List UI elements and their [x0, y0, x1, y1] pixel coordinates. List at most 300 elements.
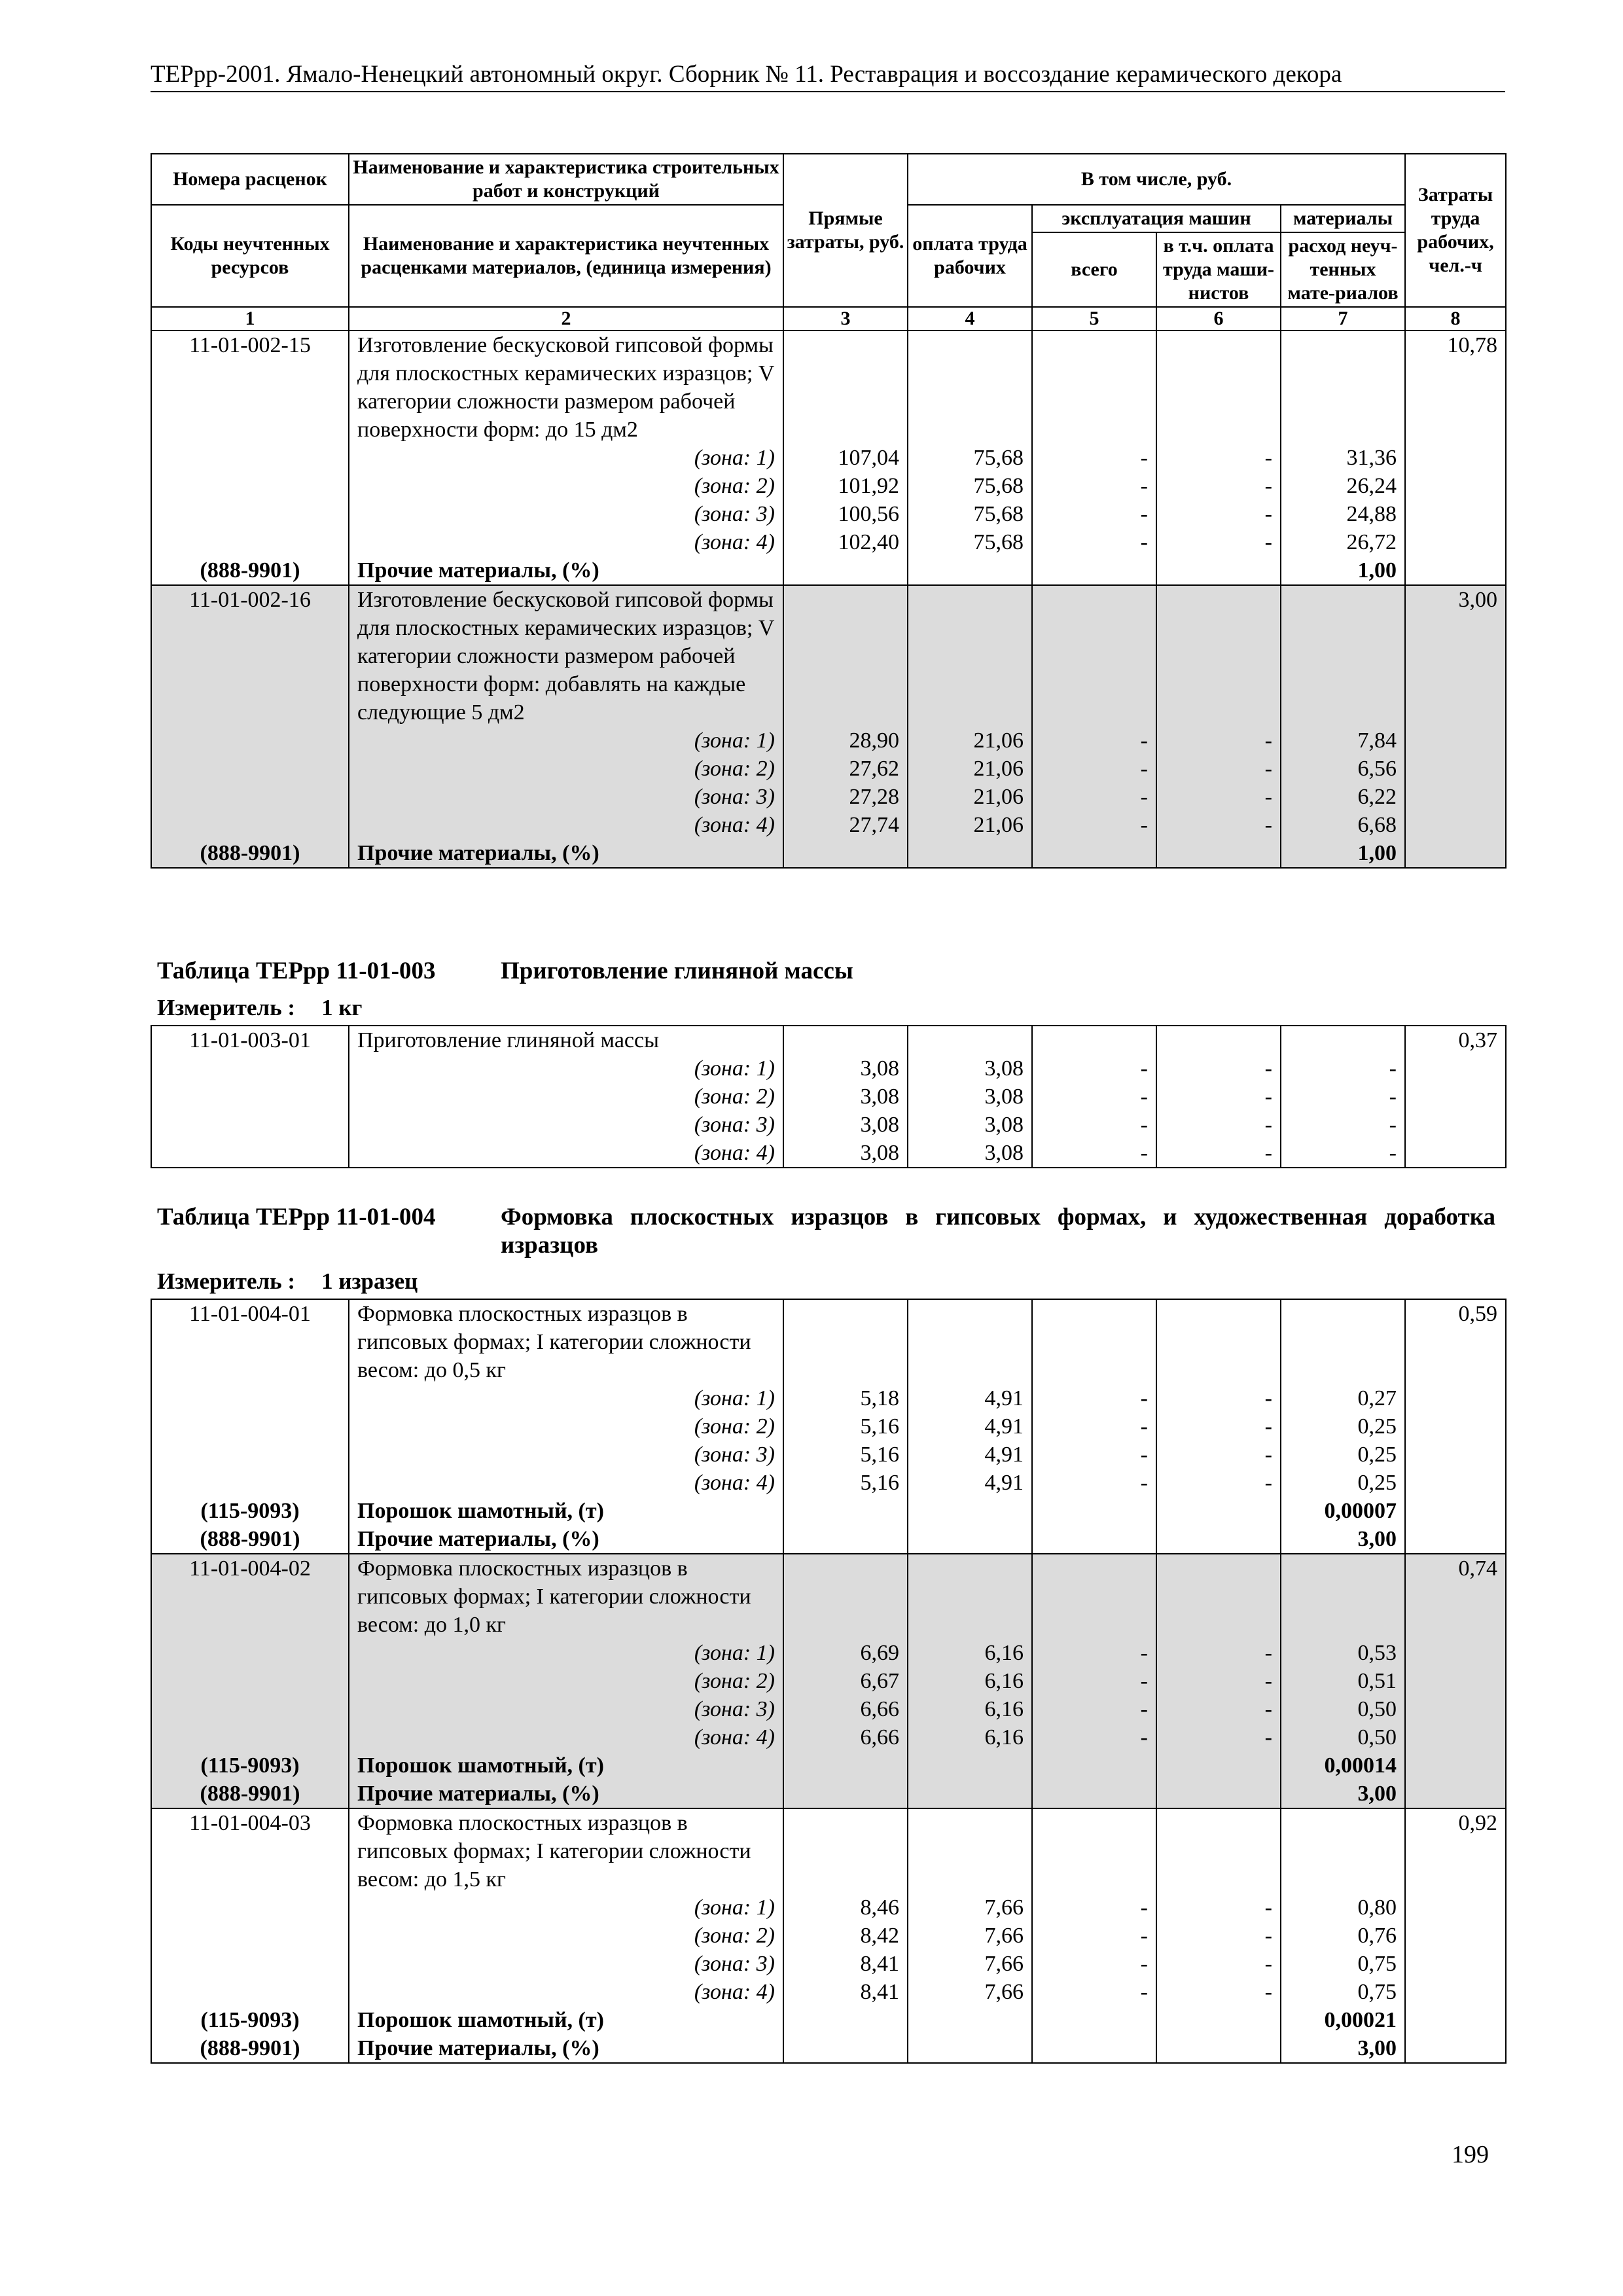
empty-cell	[1032, 585, 1156, 726]
empty-cell	[908, 1808, 1032, 1893]
empty-cell	[1032, 1751, 1156, 1780]
empty-cell	[1156, 1554, 1281, 1639]
rate-code: 11-01-004-02	[151, 1554, 349, 1639]
labor-pay: 75,68	[908, 500, 1032, 528]
resource-value: 3,00	[1281, 2034, 1405, 2063]
materials: 0,25	[1281, 1469, 1405, 1497]
empty-cell	[1156, 1751, 1281, 1780]
rates-table-11-01-003	[151, 1025, 1507, 1168]
empty-cell	[151, 1667, 349, 1695]
machines-total: -	[1032, 726, 1156, 755]
empty-cell	[1405, 472, 1506, 500]
resource-name: Прочие материалы, (%)	[349, 556, 783, 585]
measure-value: 1 изразец	[321, 1268, 418, 1294]
zone-row	[151, 811, 1506, 839]
col-num: 5	[1032, 307, 1156, 331]
machines-total: -	[1032, 1139, 1156, 1168]
rates-table-11-01-004	[151, 1299, 1507, 2064]
resource-code: (888-9901)	[151, 1780, 349, 1808]
section-title-11-01-004	[157, 1203, 1499, 1259]
empty-cell	[151, 1412, 349, 1441]
zone-label: (зона: 3)	[349, 783, 783, 811]
machines-total: -	[1032, 500, 1156, 528]
direct-cost: 5,16	[783, 1469, 908, 1497]
zone-label: (зона: 2)	[349, 755, 783, 783]
labor-pay: 4,91	[908, 1412, 1032, 1441]
empty-cell	[908, 2006, 1032, 2034]
rate-row	[151, 331, 1506, 444]
empty-cell	[151, 1083, 349, 1111]
machines-labor: -	[1156, 472, 1281, 500]
machines-labor: -	[1156, 1384, 1281, 1412]
empty-cell	[908, 1751, 1032, 1780]
empty-cell	[1032, 1525, 1156, 1554]
machines-labor: -	[1156, 783, 1281, 811]
machines-total: -	[1032, 1922, 1156, 1950]
rate-row	[151, 1299, 1506, 1384]
section-label: Таблица ТЕРрр 11-01-003	[157, 958, 436, 984]
machines-total: -	[1032, 1111, 1156, 1139]
machines-labor: -	[1156, 1412, 1281, 1441]
machines-total: -	[1032, 1083, 1156, 1111]
resource-value: 3,00	[1281, 1780, 1405, 1808]
col-machines-labor: в т.ч. оплата труда маши-нистов	[1156, 232, 1281, 307]
empty-cell	[908, 1525, 1032, 1554]
labor-pay: 6,16	[908, 1695, 1032, 1723]
zone-row	[151, 1667, 1506, 1695]
resource-row	[151, 1751, 1506, 1780]
labor-pay: 21,06	[908, 783, 1032, 811]
empty-cell	[1032, 839, 1156, 868]
materials: 0,25	[1281, 1441, 1405, 1469]
materials: 31,36	[1281, 444, 1405, 472]
resource-value: 1,00	[1281, 556, 1405, 585]
empty-cell	[1156, 556, 1281, 585]
empty-cell	[908, 1026, 1032, 1054]
empty-cell	[1156, 1299, 1281, 1384]
col-materials: материалы	[1281, 205, 1405, 232]
page-number: 199	[1452, 2141, 1489, 2168]
empty-cell	[1156, 1026, 1281, 1054]
empty-cell	[151, 472, 349, 500]
machines-labor: -	[1156, 444, 1281, 472]
resource-row	[151, 2006, 1506, 2034]
empty-cell	[1405, 528, 1506, 556]
empty-cell	[151, 1723, 349, 1751]
zone-row	[151, 755, 1506, 783]
empty-cell	[1405, 1922, 1506, 1950]
resource-name: Порошок шамотный, (т)	[349, 1751, 783, 1780]
labor-pay: 3,08	[908, 1111, 1032, 1139]
machines-labor: -	[1156, 1639, 1281, 1667]
labor-cost: 0,59	[1405, 1299, 1506, 1384]
empty-cell	[1405, 726, 1506, 755]
empty-cell	[1405, 811, 1506, 839]
direct-cost: 27,74	[783, 811, 908, 839]
empty-cell	[1405, 1751, 1506, 1780]
zone-label: (зона: 2)	[349, 472, 783, 500]
zone-row	[151, 1695, 1506, 1723]
empty-cell	[783, 1497, 908, 1525]
empty-cell	[783, 839, 908, 868]
rate-code: 11-01-004-03	[151, 1808, 349, 1893]
materials: -	[1281, 1139, 1405, 1168]
empty-cell	[1032, 331, 1156, 444]
zone-label: (зона: 1)	[349, 444, 783, 472]
empty-cell	[1281, 1554, 1405, 1639]
labor-pay: 21,06	[908, 755, 1032, 783]
machines-labor: -	[1156, 1950, 1281, 1978]
empty-cell	[151, 1111, 349, 1139]
resource-name: Прочие материалы, (%)	[349, 2034, 783, 2063]
empty-cell	[1405, 1384, 1506, 1412]
zone-row	[151, 1893, 1506, 1922]
machines-total: -	[1032, 1695, 1156, 1723]
empty-cell	[1281, 331, 1405, 444]
materials: 0,25	[1281, 1412, 1405, 1441]
empty-cell	[783, 1780, 908, 1808]
zone-row	[151, 1723, 1506, 1751]
empty-cell	[1032, 1808, 1156, 1893]
empty-cell	[783, 585, 908, 726]
empty-cell	[1156, 2006, 1281, 2034]
zone-label: (зона: 2)	[349, 1922, 783, 1950]
col-name: Наименование и характеристика строительных работ и конструкций	[349, 154, 783, 205]
zone-row	[151, 1639, 1506, 1667]
direct-cost: 107,04	[783, 444, 908, 472]
materials: -	[1281, 1083, 1405, 1111]
empty-cell	[1405, 1667, 1506, 1695]
direct-cost: 8,46	[783, 1893, 908, 1922]
materials: 0,76	[1281, 1922, 1405, 1950]
labor-pay: 3,08	[908, 1139, 1032, 1168]
labor-pay: 7,66	[908, 1978, 1032, 2006]
labor-pay: 6,16	[908, 1723, 1032, 1751]
empty-cell	[1405, 839, 1506, 868]
empty-cell	[1032, 2034, 1156, 2063]
empty-cell	[1032, 556, 1156, 585]
resource-row	[151, 1780, 1506, 1808]
empty-cell	[1405, 1139, 1506, 1168]
resource-name: Порошок шамотный, (т)	[349, 1497, 783, 1525]
rate-code: 11-01-003-01	[151, 1026, 349, 1054]
direct-cost: 6,66	[783, 1695, 908, 1723]
empty-cell	[151, 726, 349, 755]
labor-pay: 7,66	[908, 1893, 1032, 1922]
resource-code: (888-9901)	[151, 839, 349, 868]
zone-label: (зона: 1)	[349, 1054, 783, 1083]
machines-labor: -	[1156, 1111, 1281, 1139]
empty-cell	[151, 1639, 349, 1667]
table-header	[151, 154, 1506, 331]
empty-cell	[1405, 1525, 1506, 1554]
zone-row	[151, 1111, 1506, 1139]
empty-cell	[151, 1950, 349, 1978]
resource-row	[151, 556, 1506, 585]
col-num: 6	[1156, 307, 1281, 331]
empty-cell	[1405, 1893, 1506, 1922]
col-materials-sub: расход неуч-тенных мате-риалов	[1281, 232, 1405, 307]
machines-labor: -	[1156, 726, 1281, 755]
labor-cost: 3,00	[1405, 585, 1506, 726]
col-num: 1	[151, 307, 349, 331]
machines-total: -	[1032, 783, 1156, 811]
direct-cost: 27,28	[783, 783, 908, 811]
resource-value: 0,00021	[1281, 2006, 1405, 2034]
resource-code: (888-9901)	[151, 1525, 349, 1554]
empty-cell	[1032, 1780, 1156, 1808]
labor-pay: 75,68	[908, 472, 1032, 500]
machines-labor: -	[1156, 1054, 1281, 1083]
empty-cell	[908, 331, 1032, 444]
machines-total: -	[1032, 528, 1156, 556]
empty-cell	[1405, 1723, 1506, 1751]
measure-value: 1 кг	[321, 995, 363, 1020]
labor-pay: 3,08	[908, 1083, 1032, 1111]
zone-row	[151, 783, 1506, 811]
empty-cell	[908, 1554, 1032, 1639]
direct-cost: 6,67	[783, 1667, 908, 1695]
col-incl: В том числе, руб.	[908, 154, 1405, 205]
resource-name: Прочие материалы, (%)	[349, 839, 783, 868]
labor-cost: 0,74	[1405, 1554, 1506, 1639]
labor-pay: 21,06	[908, 811, 1032, 839]
zone-label: (зона: 4)	[349, 1723, 783, 1751]
empty-cell	[1032, 1497, 1156, 1525]
zone-row	[151, 726, 1506, 755]
labor-pay: 3,08	[908, 1054, 1032, 1083]
rate-name: Формовка плоскостных изразцов в гипсовых формах; I категории сложности весом: до 1,0 кг	[349, 1554, 783, 1639]
labor-pay: 7,66	[908, 1950, 1032, 1978]
empty-cell	[151, 1384, 349, 1412]
empty-cell	[908, 2034, 1032, 2063]
empty-cell	[1405, 2006, 1506, 2034]
machines-total: -	[1032, 1723, 1156, 1751]
empty-cell	[908, 556, 1032, 585]
machines-labor: -	[1156, 755, 1281, 783]
machines-labor: -	[1156, 1441, 1281, 1469]
machines-labor: -	[1156, 1922, 1281, 1950]
labor-pay: 4,91	[908, 1469, 1032, 1497]
materials: 26,72	[1281, 528, 1405, 556]
resource-name: Порошок шамотный, (т)	[349, 2006, 783, 2034]
machines-labor: -	[1156, 528, 1281, 556]
empty-cell	[1405, 1469, 1506, 1497]
empty-cell	[1405, 500, 1506, 528]
measure-line	[157, 1268, 418, 1295]
empty-cell	[1156, 1497, 1281, 1525]
empty-cell	[783, 1554, 908, 1639]
measure-label: Измеритель :	[157, 1268, 296, 1294]
empty-cell	[1405, 1978, 1506, 2006]
empty-cell	[783, 1525, 908, 1554]
direct-cost: 102,40	[783, 528, 908, 556]
labor-pay: 4,91	[908, 1384, 1032, 1412]
materials: 0,75	[1281, 1950, 1405, 1978]
empty-cell	[151, 1054, 349, 1083]
materials: 0,50	[1281, 1723, 1405, 1751]
machines-labor: -	[1156, 1978, 1281, 2006]
empty-cell	[151, 500, 349, 528]
machines-total: -	[1032, 1950, 1156, 1978]
machines-labor: -	[1156, 1893, 1281, 1922]
machines-labor: -	[1156, 1469, 1281, 1497]
resource-code: (888-9901)	[151, 556, 349, 585]
zone-label: (зона: 1)	[349, 1384, 783, 1412]
labor-cost: 0,37	[1405, 1026, 1506, 1054]
zone-label: (зона: 4)	[349, 528, 783, 556]
col-num: 2	[349, 307, 783, 331]
rate-name: Формовка плоскостных изразцов в гипсовых формах; I категории сложности весом: до 0,5 кг	[349, 1299, 783, 1384]
empty-cell	[783, 1299, 908, 1384]
zone-label: (зона: 2)	[349, 1412, 783, 1441]
col-codes: Номера расценок	[151, 154, 349, 205]
zone-label: (зона: 4)	[349, 1978, 783, 2006]
zone-row	[151, 528, 1506, 556]
resource-row	[151, 839, 1506, 868]
machines-total: -	[1032, 1412, 1156, 1441]
empty-cell	[783, 2006, 908, 2034]
empty-cell	[1032, 2006, 1156, 2034]
labor-pay: 75,68	[908, 528, 1032, 556]
empty-cell	[908, 1780, 1032, 1808]
direct-cost: 5,18	[783, 1384, 908, 1412]
zone-label: (зона: 2)	[349, 1083, 783, 1111]
materials: -	[1281, 1054, 1405, 1083]
direct-cost: 28,90	[783, 726, 908, 755]
rate-name: Приготовление глиняной массы	[349, 1026, 783, 1054]
machines-total: -	[1032, 1893, 1156, 1922]
col-num: 8	[1405, 307, 1506, 331]
direct-cost: 100,56	[783, 500, 908, 528]
section-label: Таблица ТЕРрр 11-01-004	[157, 1204, 436, 1230]
rate-name: Изготовление бескусковой гипсовой формы для плоскостных керамических изразцов; V категории сложности размером рабочей поверхности форм: до 15 дм2	[349, 331, 783, 444]
machines-labor: -	[1156, 1667, 1281, 1695]
col-labor: Затраты труда рабочих, чел.-ч	[1405, 154, 1506, 307]
direct-cost: 8,41	[783, 1978, 908, 2006]
resource-code: (115-9093)	[151, 2006, 349, 2034]
direct-cost: 8,41	[783, 1950, 908, 1978]
empty-cell	[151, 528, 349, 556]
rate-code: 11-01-004-01	[151, 1299, 349, 1384]
empty-cell	[1156, 1525, 1281, 1554]
empty-cell	[1032, 1299, 1156, 1384]
zone-row	[151, 1083, 1506, 1111]
machines-labor: -	[1156, 1139, 1281, 1168]
resource-code: (888-9901)	[151, 2034, 349, 2063]
zone-row	[151, 1922, 1506, 1950]
zone-label: (зона: 1)	[349, 1893, 783, 1922]
empty-cell	[1156, 1780, 1281, 1808]
empty-cell	[783, 2034, 908, 2063]
section-name: Формовка плоскостных изразцов в гипсовых формах, и художественная доработка изразцов	[501, 1204, 1495, 1259]
direct-cost: 101,92	[783, 472, 908, 500]
resource-row	[151, 2034, 1506, 2063]
col-machines: эксплуатация машин	[1032, 205, 1281, 232]
machines-total: -	[1032, 1667, 1156, 1695]
rate-row	[151, 1026, 1506, 1054]
direct-cost: 3,08	[783, 1139, 908, 1168]
direct-cost: 3,08	[783, 1054, 908, 1083]
resource-name: Прочие материалы, (%)	[349, 1525, 783, 1554]
machines-labor: -	[1156, 500, 1281, 528]
labor-pay: 6,16	[908, 1667, 1032, 1695]
machines-total: -	[1032, 444, 1156, 472]
materials: 0,75	[1281, 1978, 1405, 2006]
labor-pay: 4,91	[908, 1441, 1032, 1469]
col-res-names: Наименование и характеристика неучтенных расценками материалов, (единица измерения)	[349, 205, 783, 307]
empty-cell	[783, 1808, 908, 1893]
zone-label: (зона: 3)	[349, 1695, 783, 1723]
col-num: 4	[908, 307, 1032, 331]
labor-pay: 21,06	[908, 726, 1032, 755]
measure-label: Измеритель :	[157, 995, 296, 1020]
col-machines-total: всего	[1032, 232, 1156, 307]
materials: 0,80	[1281, 1893, 1405, 1922]
zone-row	[151, 1384, 1506, 1412]
resource-row	[151, 1497, 1506, 1525]
machines-total: -	[1032, 1469, 1156, 1497]
col-direct: Прямые затраты, руб.	[783, 154, 908, 307]
empty-cell	[151, 1978, 349, 2006]
empty-cell	[151, 1441, 349, 1469]
zone-row	[151, 1950, 1506, 1978]
materials: 0,53	[1281, 1639, 1405, 1667]
zone-label: (зона: 3)	[349, 1441, 783, 1469]
labor-cost: 0,92	[1405, 1808, 1506, 1893]
zone-row	[151, 1441, 1506, 1469]
empty-cell	[783, 331, 908, 444]
labor-cost: 10,78	[1405, 331, 1506, 444]
rates-table-11-01-002	[151, 153, 1507, 869]
empty-cell	[151, 1893, 349, 1922]
empty-cell	[908, 585, 1032, 726]
materials: 26,24	[1281, 472, 1405, 500]
empty-cell	[1405, 1695, 1506, 1723]
page-header: ТЕРрр-2001. Ямало-Ненецкий автономный округ. Сборник № 11. Реставрация и воссоздание керамического декора	[151, 60, 1505, 92]
col-res-codes: Коды неучтенных ресурсов	[151, 205, 349, 307]
empty-cell	[783, 1026, 908, 1054]
direct-cost: 8,42	[783, 1922, 908, 1950]
machines-total: -	[1032, 1441, 1156, 1469]
zone-row	[151, 472, 1506, 500]
section-name: Приготовление глиняной массы	[501, 958, 853, 984]
empty-cell	[151, 1695, 349, 1723]
machines-total: -	[1032, 1054, 1156, 1083]
zone-label: (зона: 4)	[349, 1469, 783, 1497]
zone-row	[151, 1469, 1506, 1497]
rate-row	[151, 1808, 1506, 1893]
empty-cell	[1405, 783, 1506, 811]
empty-cell	[1405, 1083, 1506, 1111]
machines-total: -	[1032, 1639, 1156, 1667]
col-num: 7	[1281, 307, 1405, 331]
machines-total: -	[1032, 755, 1156, 783]
empty-cell	[1032, 1554, 1156, 1639]
direct-cost: 5,16	[783, 1412, 908, 1441]
rate-name: Изготовление бескусковой гипсовой формы для плоскостных керамических изразцов; V категории сложности размером рабочей поверхности форм: добавлять на каждые следующие 5 дм2	[349, 585, 783, 726]
empty-cell	[1281, 585, 1405, 726]
empty-cell	[783, 556, 908, 585]
col-num: 3	[783, 307, 908, 331]
resource-name: Прочие материалы, (%)	[349, 1780, 783, 1808]
empty-cell	[1405, 755, 1506, 783]
empty-cell	[1032, 1026, 1156, 1054]
zone-label: (зона: 2)	[349, 1667, 783, 1695]
resource-value: 0,00014	[1281, 1751, 1405, 1780]
zone-row	[151, 1412, 1506, 1441]
rate-code: 11-01-002-15	[151, 331, 349, 444]
